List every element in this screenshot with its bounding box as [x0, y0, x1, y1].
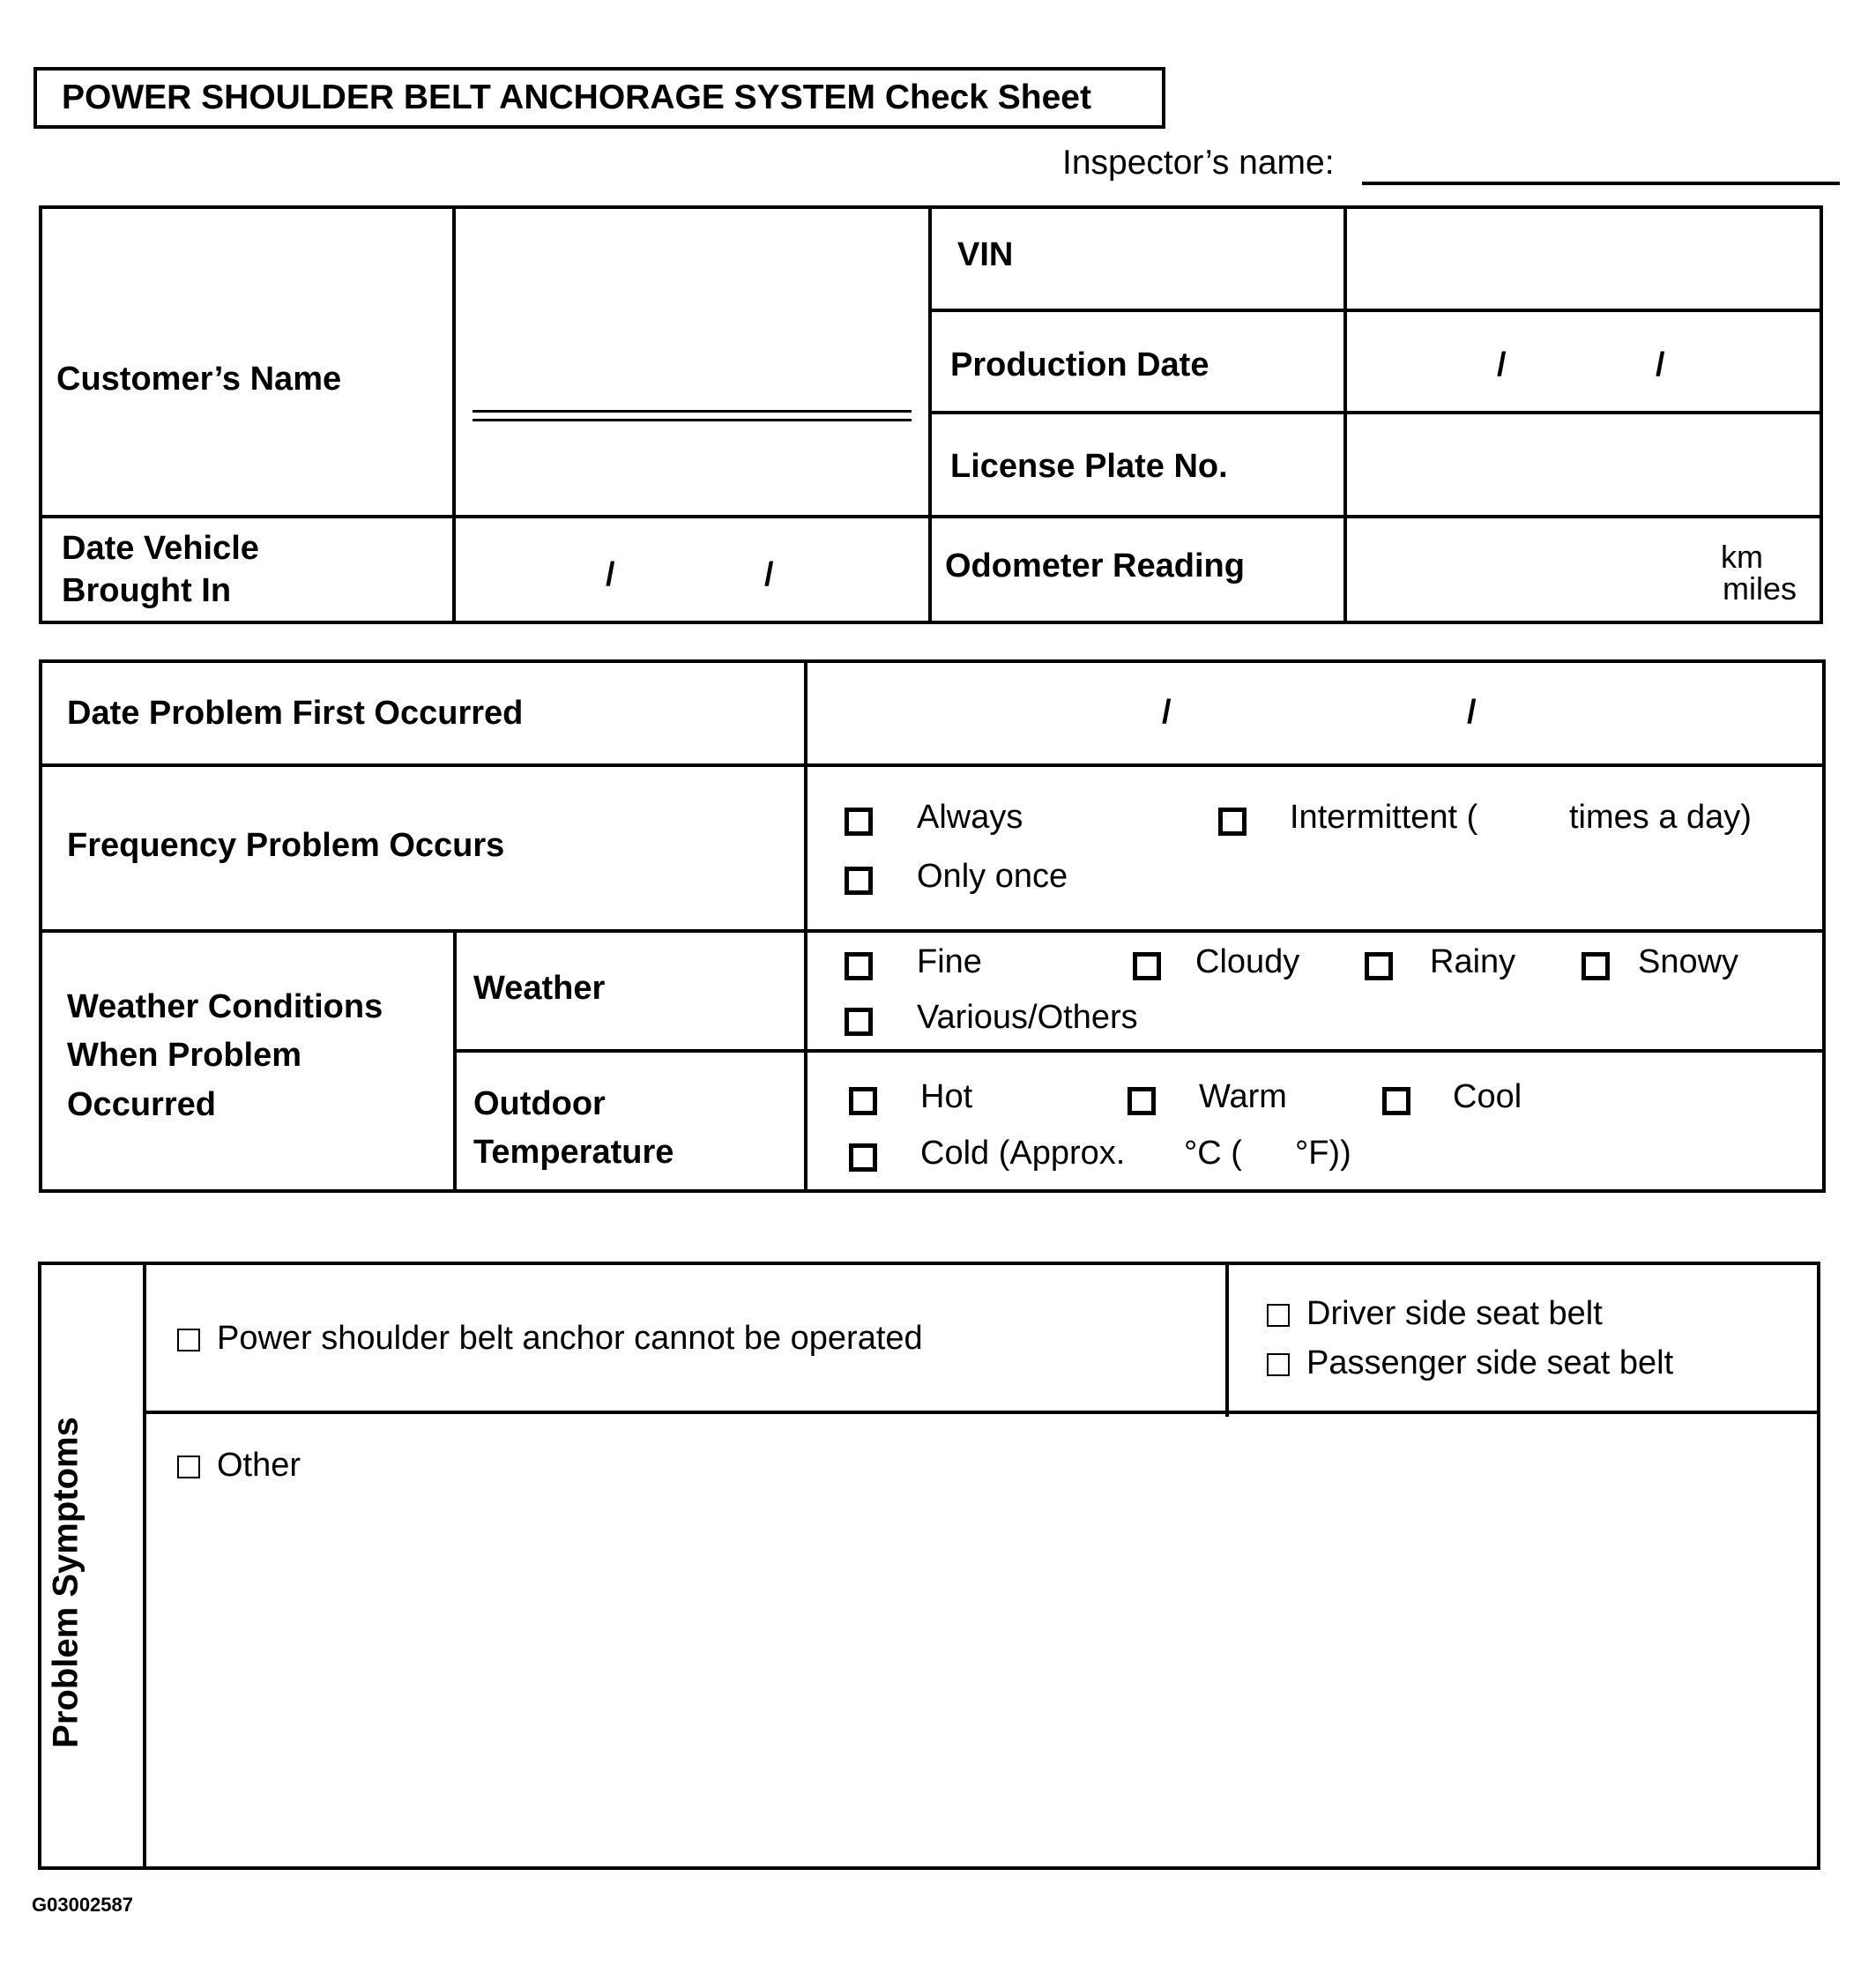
cool-checkbox[interactable] [1382, 1087, 1410, 1115]
vin-field[interactable] [1347, 209, 1820, 309]
outdoor-temperature-label: Temperature [473, 1134, 674, 1171]
page-title: POWER SHOULDER BELT ANCHORAGE SYSTEM Check Sheet [33, 67, 1165, 129]
cloudy-checkbox[interactable] [1133, 952, 1161, 980]
intermittent-option-label: Intermittent ( [1290, 799, 1478, 836]
cannot-operate-label: Power shoulder belt anchor cannot be operated [217, 1320, 923, 1357]
frequency-label: Frequency Problem Occurs [67, 827, 505, 864]
vin-label: VIN [957, 236, 1014, 273]
snowy-checkbox[interactable] [1581, 952, 1610, 980]
date-brought-in-label: Brought In [62, 572, 232, 609]
various-checkbox[interactable] [845, 1008, 873, 1036]
table-border [1820, 205, 1823, 624]
driver-side-checkbox[interactable] [1267, 1304, 1290, 1327]
always-option-label: Always [917, 799, 1023, 836]
weather-conditions-label: Weather Conditions [67, 988, 383, 1025]
fahrenheit-label: °F)) [1295, 1135, 1351, 1172]
license-plate-field[interactable] [1347, 414, 1820, 515]
double-underline [473, 419, 912, 421]
weather-conditions-label: Occurred [67, 1086, 216, 1123]
table-border [1822, 659, 1826, 1193]
double-underline [473, 410, 912, 413]
cool-option-label: Cool [1453, 1078, 1522, 1115]
table-border [39, 205, 42, 624]
only-once-checkbox[interactable] [845, 867, 873, 895]
cloudy-option-label: Cloudy [1195, 943, 1300, 980]
license-plate-label: License Plate No. [950, 448, 1228, 485]
passenger-side-checkbox[interactable] [1267, 1353, 1290, 1376]
always-checkbox[interactable] [845, 808, 873, 836]
fine-option-label: Fine [917, 943, 982, 980]
other-label: Other [217, 1447, 301, 1484]
rainy-checkbox[interactable] [1365, 952, 1393, 980]
cannot-operate-checkbox[interactable] [177, 1329, 200, 1351]
problem-symptoms-label: Problem Symptoms [46, 1417, 86, 1748]
table-border [39, 659, 42, 1193]
table-divider [1225, 1262, 1229, 1417]
first-occurred-field[interactable] [807, 663, 1822, 763]
driver-side-label: Driver side seat belt [1306, 1295, 1603, 1332]
date-separator: / [1467, 694, 1477, 731]
warm-option-label: Warm [1199, 1078, 1287, 1115]
table-divider [453, 929, 457, 1193]
customer-name-label: Customer’s Name [56, 361, 342, 398]
table-border [38, 1262, 1820, 1265]
warm-checkbox[interactable] [1127, 1087, 1156, 1115]
cold-checkbox[interactable] [849, 1143, 877, 1172]
weather-label: Weather [473, 970, 606, 1007]
table-divider [143, 1411, 1820, 1414]
table-divider [39, 929, 1826, 933]
intermittent-checkbox[interactable] [1218, 808, 1247, 836]
outdoor-temperature-label: Outdoor [473, 1085, 606, 1122]
fine-checkbox[interactable] [845, 952, 873, 980]
date-separator: / [1162, 694, 1172, 731]
first-occurred-label: Date Problem First Occurred [67, 695, 524, 732]
odometer-field[interactable] [1347, 518, 1820, 621]
table-border [38, 1866, 1820, 1870]
weather-conditions-label: When Problem [67, 1037, 302, 1074]
date-separator: / [1497, 346, 1507, 383]
rainy-option-label: Rainy [1430, 943, 1516, 980]
hot-checkbox[interactable] [849, 1087, 877, 1115]
date-brought-in-field[interactable] [456, 518, 928, 621]
hot-option-label: Hot [920, 1078, 973, 1115]
unit-miles: miles [1723, 570, 1797, 607]
customer-name-field[interactable] [473, 410, 912, 424]
passenger-side-label: Passenger side seat belt [1306, 1344, 1674, 1381]
figure-id: G03002587 [32, 1894, 133, 1916]
production-date-field[interactable] [1347, 312, 1820, 411]
snowy-option-label: Snowy [1638, 943, 1739, 980]
celsius-label: °C ( [1184, 1135, 1242, 1172]
inspector-name-label: Inspector’s name: [1062, 144, 1335, 182]
table-divider [928, 205, 932, 624]
unit-km: km [1721, 539, 1763, 575]
table-border [38, 1262, 41, 1870]
table-border [1817, 1262, 1820, 1870]
date-brought-in-label: Date Vehicle [62, 530, 259, 567]
date-separator: / [1656, 346, 1665, 383]
odometer-label: Odometer Reading [945, 547, 1245, 584]
cold-option-label: Cold (Approx. [920, 1135, 1126, 1172]
only-once-option-label: Only once [917, 858, 1068, 895]
production-date-label: Production Date [950, 346, 1209, 383]
other-details-field[interactable] [146, 1499, 1817, 1866]
date-separator: / [764, 556, 774, 593]
inspector-name-field[interactable] [1362, 182, 1840, 185]
date-separator: / [606, 556, 615, 593]
table-border [39, 1189, 1826, 1193]
various-option-label: Various/Others [917, 999, 1138, 1036]
table-divider [453, 1049, 1826, 1053]
times-a-day-label: times a day) [1569, 799, 1752, 836]
table-divider [39, 763, 1826, 767]
other-checkbox[interactable] [177, 1456, 200, 1478]
